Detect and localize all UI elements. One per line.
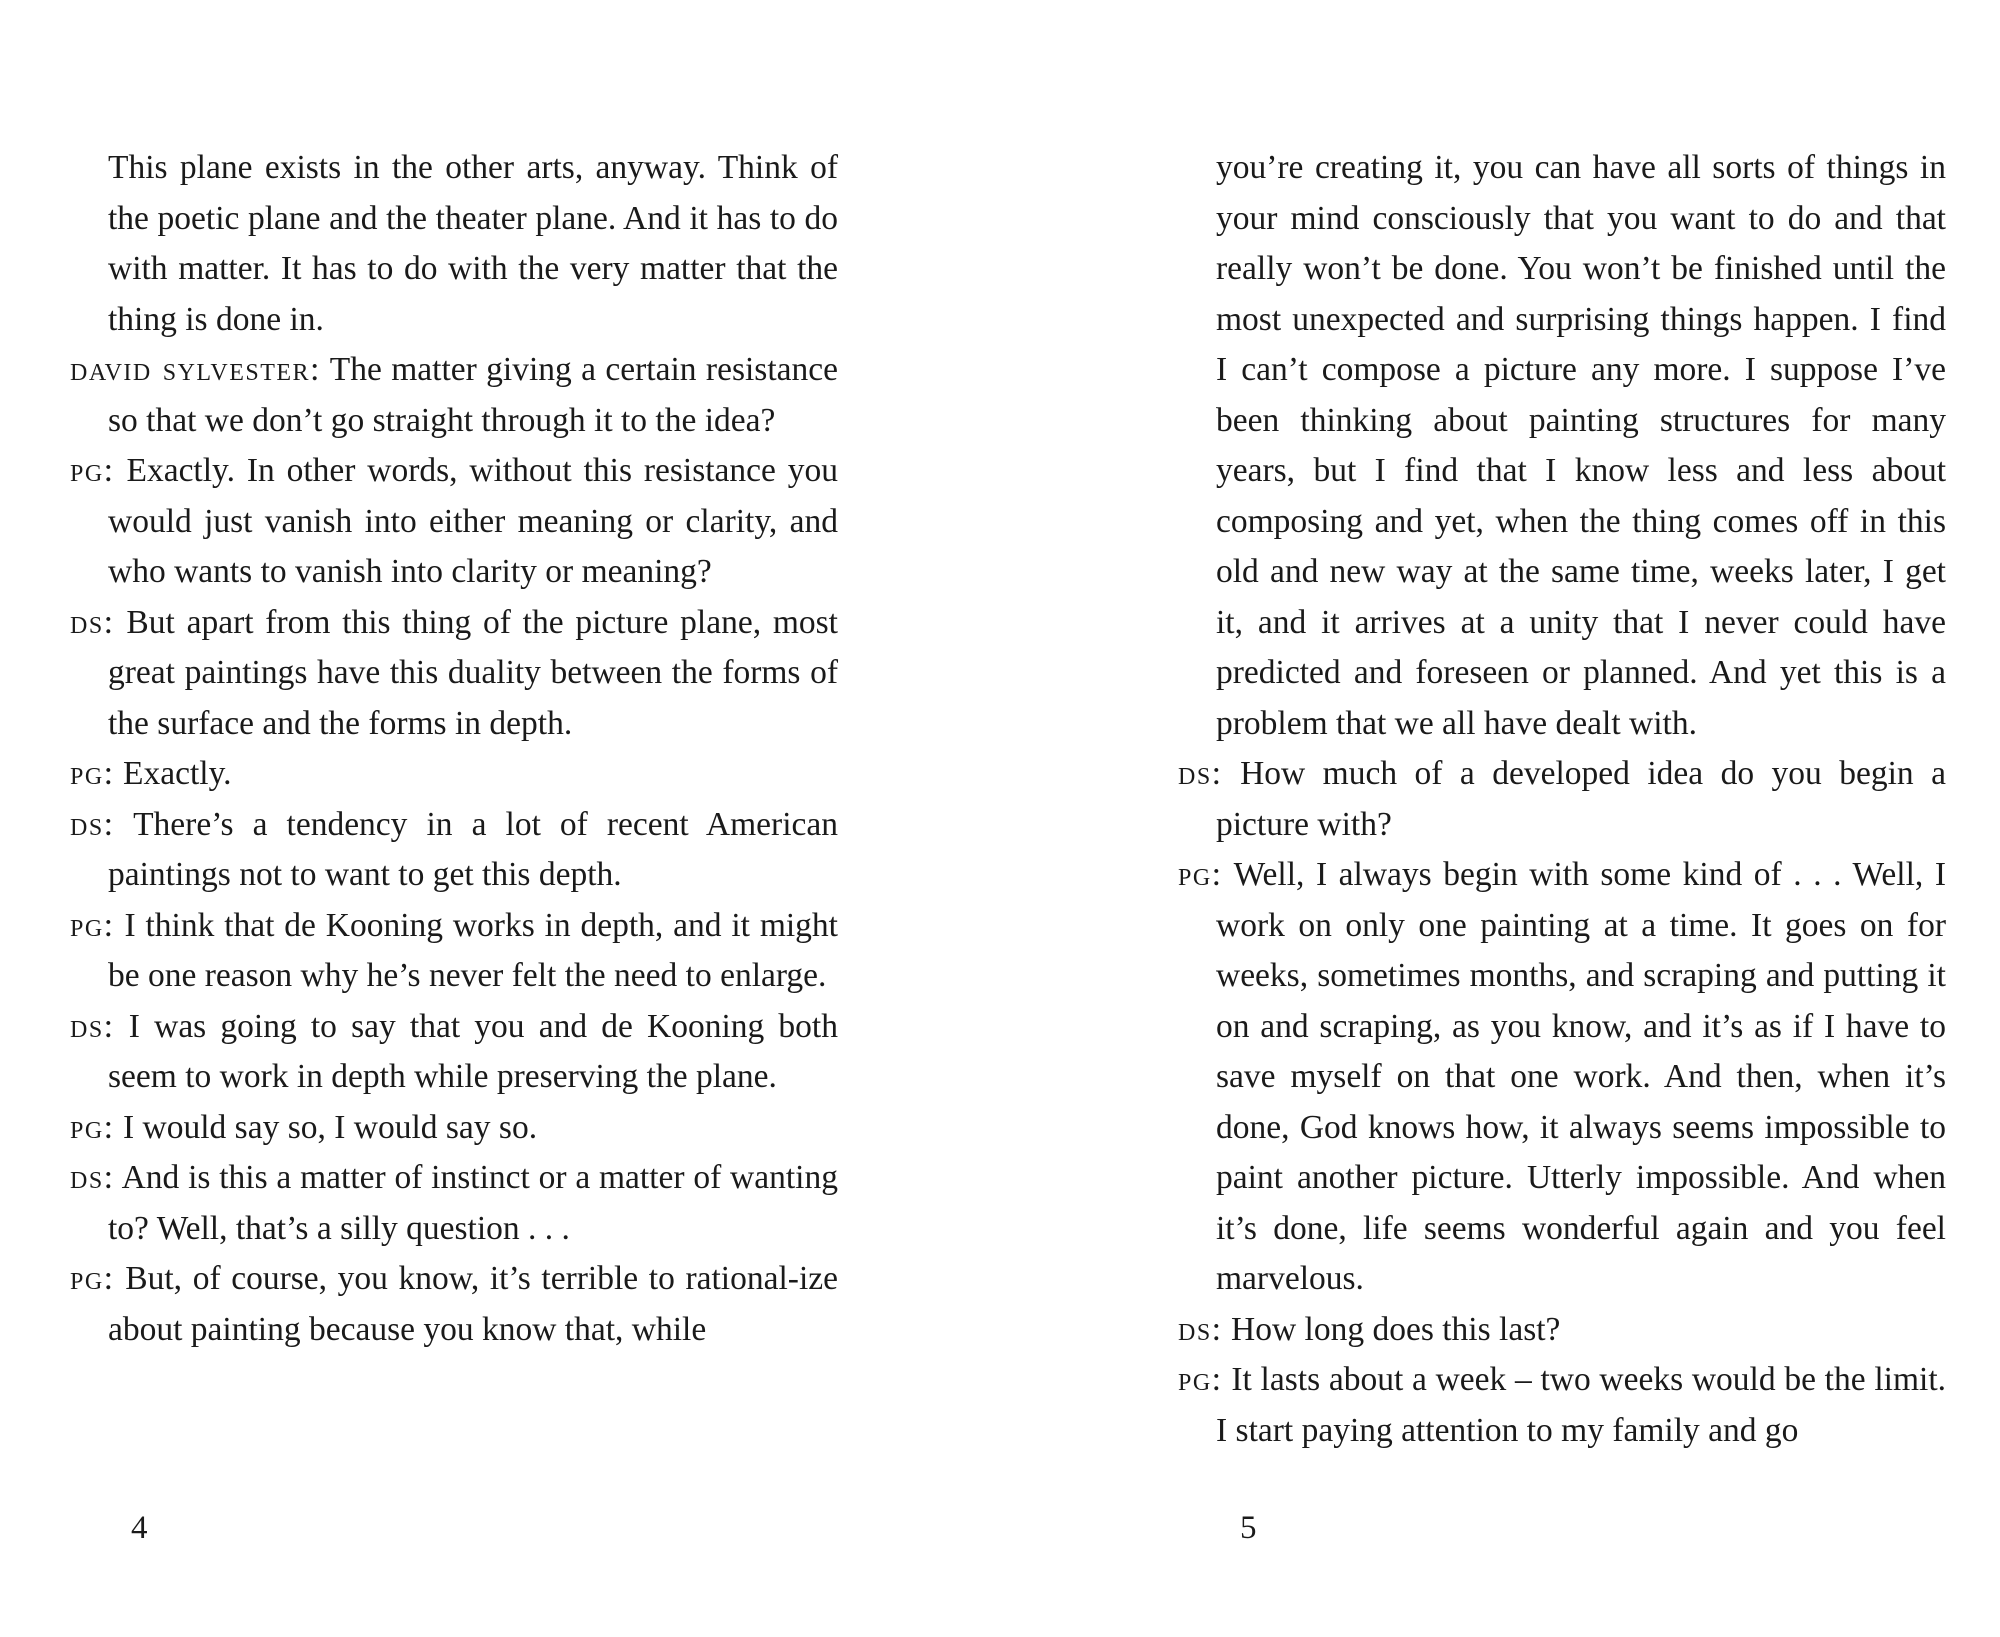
- paragraph-text: I would say so, I would say so.: [114, 1108, 538, 1146]
- speaker-label: pg:: [70, 452, 115, 489]
- speaker-label: pg:: [1178, 1361, 1223, 1398]
- speaker-label: ds:: [70, 805, 115, 843]
- paragraph: [70, 1254, 838, 1355]
- paragraph-text: There’s a tendency in a lot of recent American paintings not to want to get this depth.: [108, 805, 838, 893]
- paragraph-text: Well, I always begin with some kind of . . . Well, I work on only one painting at a time. It goes on for weeks, sometimes months, and scraping and putting it on and scraping, as you know, and it’s as if I have to save myself on that one work. And then, when it’s done, God knows how, it always seems impossible to paint another picture. Utterly impossible. And when it’s done, life seems wonderful again and you feel marvelous.: [1216, 856, 1946, 1297]
- paragraph-text: How long does this last?: [1222, 1310, 1561, 1348]
- paragraph-text: How much of a developed idea do you begin a picture with?: [1216, 755, 1946, 843]
- speaker-label: ds:: [1178, 755, 1223, 792]
- speaker-label: ds:: [1178, 1310, 1223, 1348]
- paragraph-text: But apart from this thing of the picture plane, most great paintings have this duality between the forms of the surface and the forms in depth.: [108, 603, 838, 742]
- paragraph-text: I think that de Kooning works in depth, and it might be one reason why he’s never felt the need to enlarge.: [108, 906, 838, 994]
- speaker-label: ds:: [70, 1159, 115, 1196]
- paragraph: [1178, 1305, 1946, 1356]
- paragraph-text: you’re creating it, you can have all sorts of things in your mind consciously that you want to do and that really won’t be done. You won’t be finished until the most unexpected and surprising things happen. I find I can’t compose a picture any more. I suppose I’ve been thinking about painting structures for many years, but I find that I know less and less about composing and yet, when the thing comes off in this old and new way at the same time, weeks later, I get it, and it arrives at a unity that I never could have predicted and foreseen or planned. And yet this is a problem that we all have dealt with.: [1216, 149, 1946, 742]
- paragraph: [70, 901, 838, 1002]
- paragraph-text: I was going to say that you and de Kooning both seem to work in depth while preserving the plane.: [108, 1007, 838, 1095]
- paragraph: [70, 1002, 838, 1103]
- paragraph: [1178, 143, 1946, 749]
- speaker-label: david sylvester:: [70, 351, 321, 388]
- speaker-label: ds:: [70, 603, 115, 641]
- paragraph-text: Exactly. In other words, without this resistance you would just vanish into either meaning or clarity, and who wants to vanish into clarity or meaning?: [108, 452, 838, 590]
- paragraph: [70, 446, 838, 598]
- paragraph: [70, 1153, 838, 1254]
- speaker-label: pg:: [70, 1260, 115, 1297]
- paragraph-text: Exactly.: [114, 755, 232, 792]
- paragraph-text: The matter giving a certain resistance so that we don’t go straight through it to the idea?: [108, 351, 838, 439]
- paragraph: [70, 598, 838, 750]
- speaker-label: pg:: [70, 906, 115, 944]
- paragraph: [70, 143, 838, 345]
- page-number-right: 5: [1240, 1510, 1257, 1546]
- paragraph: [1178, 1355, 1946, 1456]
- page-number-left: 4: [131, 1510, 148, 1546]
- paragraph-text: And is this a matter of instinct or a matter of wanting to? Well, that’s a silly question . . .: [108, 1159, 838, 1247]
- speaker-label: ds:: [70, 1007, 115, 1045]
- left-page: [70, 143, 838, 1355]
- speaker-label: pg:: [70, 1108, 115, 1146]
- paragraph: [70, 749, 838, 800]
- speaker-label: pg:: [1178, 856, 1223, 893]
- speaker-label: pg:: [70, 755, 115, 792]
- paragraph: [70, 800, 838, 901]
- paragraph-text: But, of course, you know, it’s terrible to rational-ize about painting because you know that, while: [108, 1260, 838, 1348]
- right-page: [1178, 143, 1946, 1456]
- paragraph-text: This plane exists in the other arts, anyway. Think of the poetic plane and the theater plane. And it has to do with matter. It has to do with the very matter that the thing is done in.: [108, 149, 838, 338]
- paragraph: [70, 1103, 838, 1154]
- paragraph: [70, 345, 838, 446]
- paragraph: [1178, 749, 1946, 850]
- paragraph-text: It lasts about a week – two weeks would be the limit. I start paying attention to my family and go: [1216, 1361, 1946, 1449]
- paragraph: [1178, 850, 1946, 1305]
